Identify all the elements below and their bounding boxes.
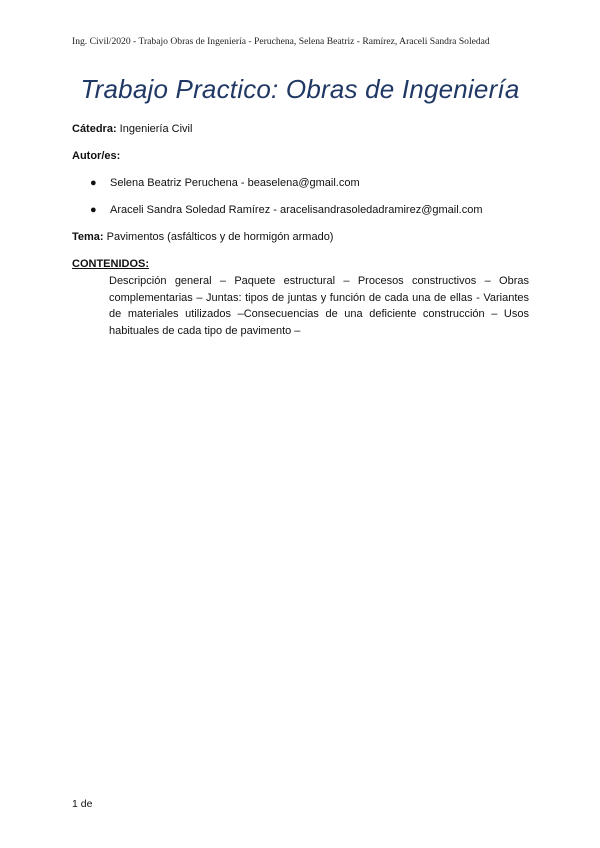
author-text: Selena Beatriz Peruchena - beaselena@gmail.com xyxy=(110,177,360,189)
author-text: Araceli Sandra Soledad Ramírez - aracelisandrasoledadramirez@gmail.com xyxy=(110,204,483,216)
tema-value: Pavimentos (asfálticos y de hormigón armado) xyxy=(103,231,334,243)
page-header: Ing. Civil/2020 - Trabajo Obras de Ingeniería - Peruchena, Selena Beatriz - Ramírez, Araceli Sandra Soledad xyxy=(72,36,490,47)
tema-field xyxy=(72,231,333,243)
tema-label: Tema: xyxy=(72,231,104,243)
document-title: Trabajo Practico: Obras de Ingeniería xyxy=(80,74,520,104)
autores-label: Autor/es: xyxy=(72,150,121,162)
autores-field xyxy=(72,150,120,162)
catedra-value: Ingeniería Civil xyxy=(116,123,193,135)
author-item xyxy=(90,204,483,216)
catedra-label: Cátedra: xyxy=(72,123,117,135)
bullet-icon: ● xyxy=(90,177,97,189)
bullet-icon: ● xyxy=(90,204,97,216)
contents-heading: CONTENIDOS: xyxy=(72,258,149,270)
author-item xyxy=(90,177,360,189)
catedra-field xyxy=(72,123,192,135)
contents-body: Descripción general – Paquete estructural – Procesos constructivos – Obras complementarias – Juntas: tipos de juntas y función de cada una de ellas - Variantes de materiales utilizados –Consecuencias de una deficiente construcción – Usos habituales de cada tipo de pavimento – xyxy=(109,275,529,337)
page-number: 1 de xyxy=(72,798,93,810)
